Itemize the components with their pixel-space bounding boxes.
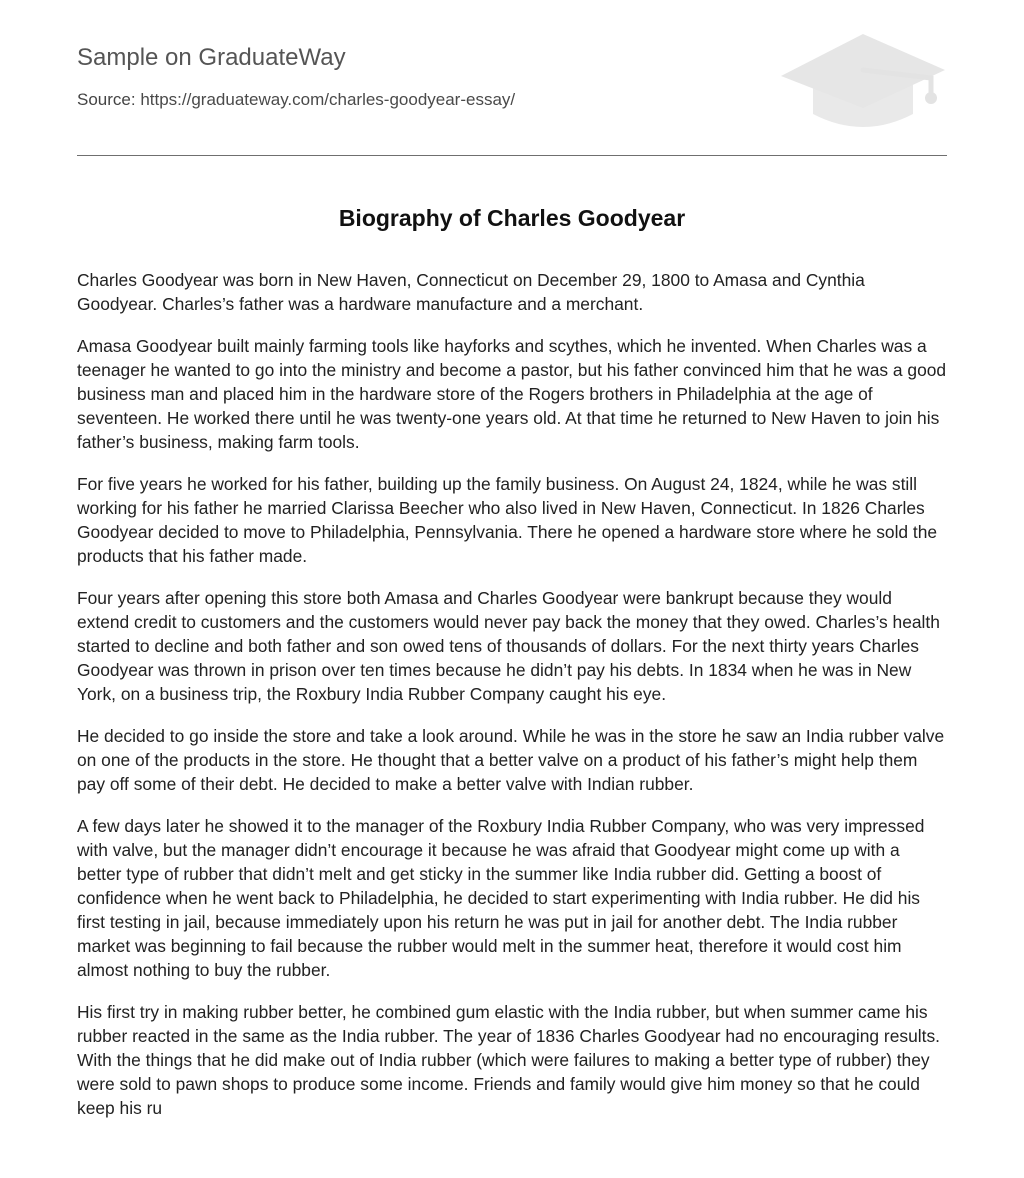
paragraph: His first try in making rubber better, he combined gum elastic with the India rubber, but when summer came his rubber reacted in the same as the India rubber. The year of 1836 Charles Goodyear had no encouraging results. With the things that he did make out of India rubber (which were failures to making a better type of rubber) they were sold to pawn shops to produce some income. Friends and family would give him money so that he could keep his ru <box>77 1002 940 1118</box>
paragraph: Charles Goodyear was born in New Haven, Connecticut on December 29, 1800 to Amasa and Cynthia Goodyear. Charles’s father was a hardware manufacture and a merchant. <box>77 270 865 314</box>
paragraph: Four years after opening this store both Amasa and Charles Goodyear were bankrupt because they would extend credit to customers and the customers would never pay back the money that they owed. Charles’s health started to decline and both father and son owed tens of thousands of dollars. For the next thirty years Charles Goodyear was thrown in prison over ten times because he didn’t pay his debts. In 1834 when he was in New York, on a business trip, the Roxbury India Rubber Company caught his eye. <box>77 588 940 704</box>
paragraph: A few days later he showed it to the manager of the Roxbury India Rubber Company, who was very impressed with valve, but the manager didn’t encourage it because he was afraid that Goodyear might come up with a better type of rubber that didn’t melt and get sticky in the summer like India rubber did. Getting a boost of confidence when he went back to Philadelphia, he decided to start experimenting with India rubber. He did his first testing in jail, because immediately upon his return he was put in jail for another debt. The India rubber market was beginning to fail because the rubber would melt in the summer heat, therefore it would cost him almost nothing to buy the rubber. <box>77 816 925 980</box>
paragraph: Amasa Goodyear built mainly farming tools like hayforks and scythes, which he invented. When Charles was a teenager he wanted to go into the ministry and become a pastor, but his father convinced him that he was a good business man and placed him in the hardware store of the Rogers brothers in Philadelphia at the age of seventeen. He worked there until he was twenty-one years old. At that time he returned to New Haven to join his father’s business, making farm tools. <box>77 336 947 452</box>
article-title: Biography of Charles Goodyear <box>338 205 686 231</box>
article-body <box>77 268 947 1138</box>
source-link[interactable]: https://graduateway.com/charles-goodyear-essay/ <box>140 90 516 109</box>
header-divider <box>77 155 947 156</box>
graduation-cap-icon <box>779 30 947 134</box>
site-title: Sample on GraduateWay <box>77 44 346 71</box>
paragraph: For five years he worked for his father, building up the family business. On August 24, 1824, while he was still working for his father he married Clarissa Beecher who also lived in New Haven, Connecticut. In 1826 Charles Goodyear decided to move to Philadelphia, Pennsylvania. There he opened a hardware store where he sold the products that his father made. <box>77 474 938 566</box>
source-line <box>77 90 515 110</box>
source-label: Source: <box>77 90 136 109</box>
page-header <box>77 0 947 156</box>
paragraph: He decided to go inside the store and take a look around. While he was in the store he saw an India rubber valve on one of the products in the store. He thought that a better valve on a product of his father’s might help them pay off some of their debt. He decided to make a better valve with Indian rubber. <box>77 726 945 794</box>
